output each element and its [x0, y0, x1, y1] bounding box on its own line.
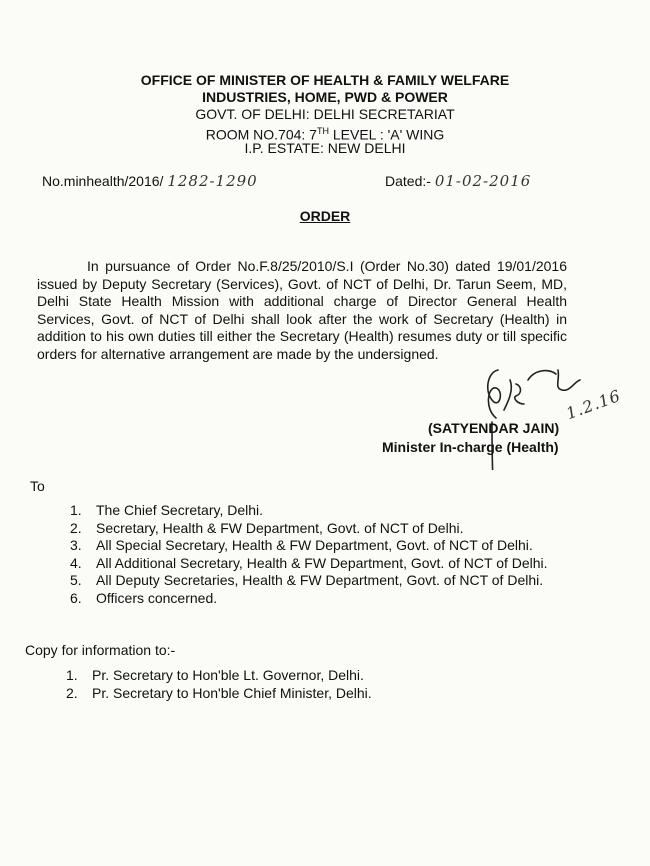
- room-prefix: ROOM NO.704: 7: [205, 126, 317, 143]
- reference-handwritten: 1282-1290: [167, 172, 258, 190]
- office-govt: GOVT. OF DELHI: DELHI SECRETARIAT: [195, 106, 455, 122]
- list-item: [70, 572, 570, 590]
- list-number: 2.: [66, 684, 78, 701]
- date-handwritten: 01-02-2016: [434, 172, 532, 190]
- dated-label: Dated:-: [385, 173, 431, 189]
- list-text: Pr. Secretary to Hon'ble Chief Minister, Delhi.: [92, 684, 372, 701]
- list-item: [66, 685, 546, 703]
- list-text: All Deputy Secretaries, Health & FW Department, Govt. of NCT of Delhi.: [96, 572, 544, 588]
- reference-date: [385, 172, 531, 190]
- recipient-list: [70, 502, 570, 607]
- list-number: 4.: [70, 554, 82, 571]
- list-text: Pr. Secretary to Hon'ble Lt. Governor, Delhi.: [92, 667, 364, 683]
- list-text: All Special Secretary, Health & FW Department, Govt. of NCT of Delhi.: [96, 537, 533, 553]
- office-portfolios: INDUSTRIES, HOME, PWD & POWER: [202, 89, 448, 105]
- signatory-designation: Minister In-charge (Health): [382, 439, 559, 455]
- order-body: In pursuance of Order No.F.8/25/2010/S.I (Order No.30) dated 19/01/2016 issued by Deputy Secretary (Services), Govt. of NCT of Delhi, Dr. Tarun Seem, MD, Delhi State Health Mission with additional charge of Director General Health Services, Govt. of NCT of Delhi shall look after the work of Secretary (Health) in addition to his own duties till either the Secretary (Health) resumes duty or till specific orders for alternative arrangement are made by the undersigned.: [37, 258, 567, 362]
- list-item: [70, 590, 570, 608]
- list-text: Officers concerned.: [96, 589, 218, 606]
- list-number: 1.: [70, 502, 82, 518]
- room-superscript: TH: [316, 126, 329, 136]
- list-item: [70, 555, 570, 573]
- list-item: [66, 667, 546, 685]
- office-title: OFFICE OF MINISTER OF HEALTH & FAMILY WELFARE: [140, 72, 510, 88]
- list-text: Secretary, Health & FW Department, Govt. of NCT of Delhi.: [96, 519, 464, 536]
- office-estate: I.P. ESTATE: NEW DELHI: [244, 140, 406, 156]
- copy-list: [66, 667, 546, 702]
- reference-label: No.minhealth/2016/: [42, 173, 164, 189]
- list-text: The Chief Secretary, Delhi.: [96, 502, 264, 518]
- to-label: To: [30, 478, 45, 494]
- list-number: 6.: [70, 589, 82, 606]
- reference-number: [42, 172, 258, 190]
- order-heading: ORDER: [299, 208, 351, 224]
- list-number: 3.: [70, 537, 82, 553]
- list-number: 2.: [70, 519, 82, 536]
- copy-label: Copy for information to:-: [25, 642, 176, 658]
- list-number: 5.: [70, 572, 82, 588]
- room-suffix: LEVEL : 'A' WING: [328, 126, 445, 143]
- list-item: [70, 520, 570, 538]
- signatory-name: (SATYENDAR JAIN): [428, 420, 560, 436]
- list-item: [70, 502, 570, 520]
- list-number: 1.: [66, 667, 78, 683]
- list-text: All Additional Secretary, Health & FW Department, Govt. of NCT of Delhi.: [96, 554, 548, 571]
- list-item: [70, 537, 570, 555]
- signature-date: 1.2.16: [563, 385, 624, 424]
